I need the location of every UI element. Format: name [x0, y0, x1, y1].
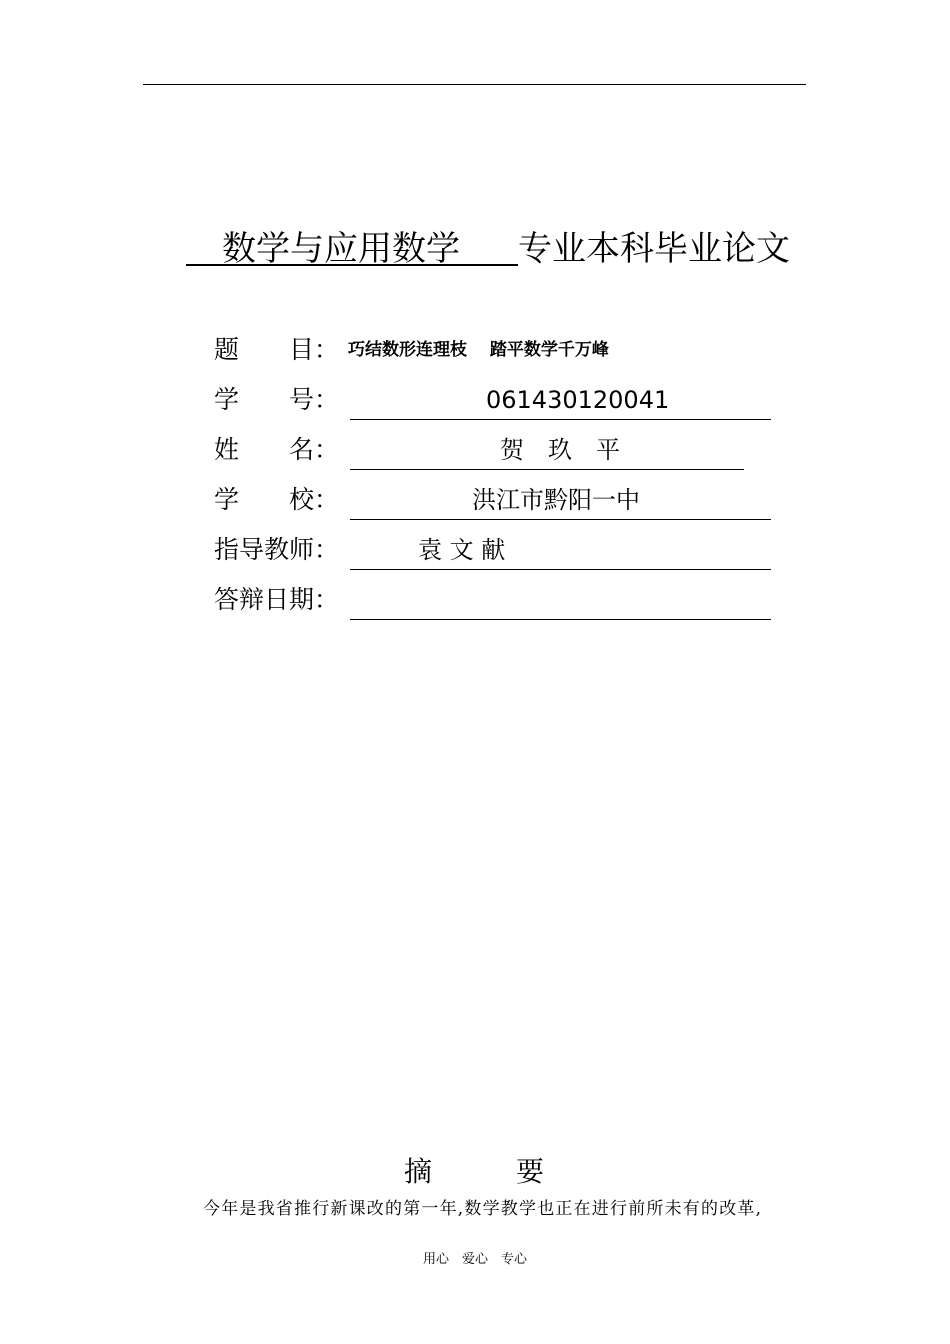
defense-date-underline: [350, 580, 771, 620]
title-suffix: 专业本科毕业论文: [518, 229, 790, 269]
topic-label: 题 目：: [214, 335, 340, 364]
topic-value: 巧结数形连理枝 踏平数学千万峰: [348, 340, 609, 360]
header-rule: [143, 84, 806, 85]
student-id-value: 061430120041: [486, 386, 670, 414]
thesis-title: [186, 226, 826, 274]
page-footer: 用心 爱心 专心: [422, 1252, 527, 1267]
advisor-value: 袁 文 献: [418, 536, 506, 564]
name-value: 贺 玖 平: [500, 436, 620, 464]
defense-date-label: 答辩日期：: [214, 585, 340, 614]
abstract-heading: 摘 要: [404, 1155, 545, 1188]
school-value: 洪江市黔阳一中: [472, 486, 640, 514]
advisor-label: 指导教师：: [214, 535, 340, 564]
name-label: 姓 名：: [214, 435, 340, 464]
advisor-underline: [350, 530, 771, 570]
abstract-first-line: 今年是我省推行新课改的第一年,数学教学也正在进行前所未有的改革,: [203, 1199, 763, 1219]
student-id-label: 学 号：: [214, 385, 340, 414]
major-name: 数学与应用数学: [186, 226, 518, 266]
school-label: 学 校：: [214, 485, 340, 514]
